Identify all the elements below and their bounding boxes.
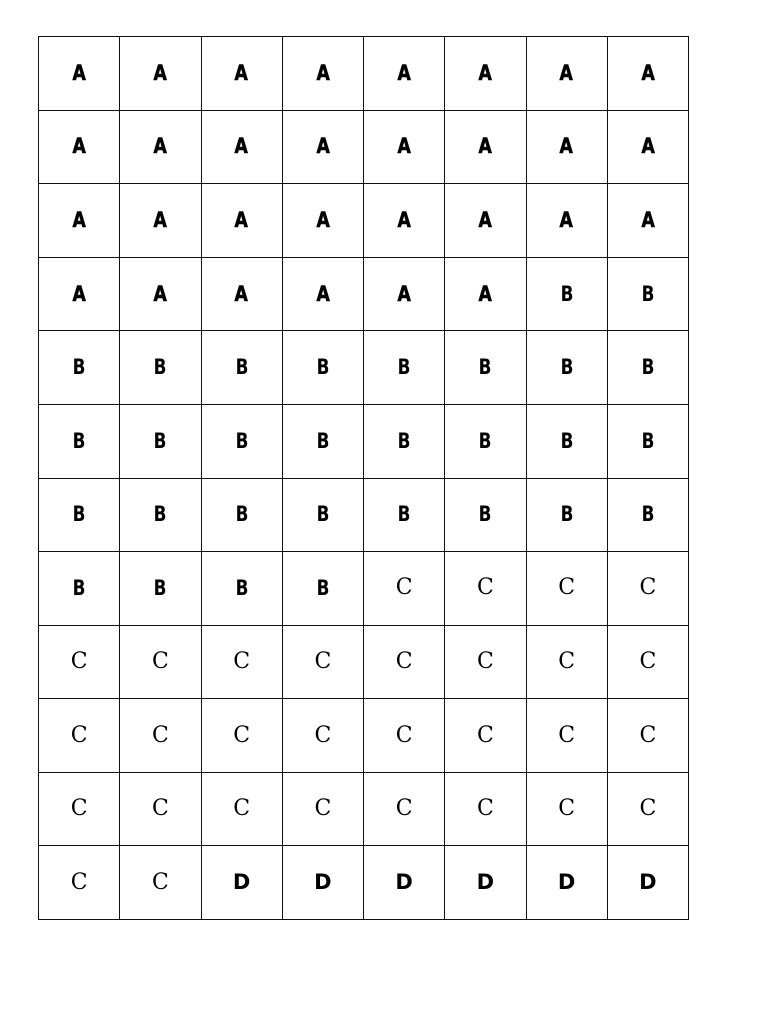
letter-cell [39, 626, 120, 700]
letter-text: B [560, 281, 574, 306]
letter-text: A [478, 134, 493, 159]
letter-text: A [316, 207, 330, 232]
letter-cell [445, 846, 526, 920]
letter-text: D [557, 870, 576, 895]
letter-cell [527, 699, 608, 773]
letter-cell [283, 699, 364, 773]
letter-text: B [235, 428, 249, 453]
letter-text: A [153, 281, 168, 306]
letter-text: B [72, 502, 86, 527]
letter-cell [527, 184, 608, 258]
letter-cell [202, 111, 283, 185]
letter-text: C [70, 869, 88, 895]
letter-cell [364, 773, 445, 847]
letter-cell [608, 699, 689, 773]
letter-cell [445, 552, 526, 626]
letter-cell [364, 552, 445, 626]
letter-cell [608, 111, 689, 185]
letter-cell [283, 37, 364, 111]
letter-text: C [395, 648, 413, 674]
letter-text: C [476, 648, 494, 674]
letter-text: A [72, 60, 86, 85]
letter-cell [364, 37, 445, 111]
letter-cell [527, 846, 608, 920]
letter-text: B [397, 428, 411, 453]
letter-cell [283, 405, 364, 479]
letter-text: B [560, 502, 574, 527]
letter-text: A [397, 281, 411, 306]
letter-text: B [153, 428, 167, 453]
letter-text: C [314, 796, 332, 822]
letter-cell [608, 552, 689, 626]
letter-cell [39, 111, 120, 185]
letter-cell [445, 258, 526, 332]
letter-cell [445, 37, 526, 111]
letter-text: A [234, 281, 249, 306]
letter-cell [39, 479, 120, 553]
letter-cell [202, 184, 283, 258]
letter-cell [202, 37, 283, 111]
letter-text: C [233, 796, 251, 822]
letter-cell [608, 405, 689, 479]
letter-text: A [234, 60, 249, 85]
letter-text: C [395, 796, 413, 822]
letter-cell [202, 552, 283, 626]
letter-cell [364, 626, 445, 700]
letter-text: A [153, 60, 168, 85]
letter-text: A [316, 281, 330, 306]
letter-text: B [235, 502, 249, 527]
letter-cell [202, 699, 283, 773]
letter-text: A [478, 60, 493, 85]
letter-text: C [70, 648, 88, 674]
letter-text: A [72, 134, 86, 159]
letter-cell [120, 331, 201, 405]
letter-text: C [639, 796, 657, 822]
letter-text: A [641, 207, 655, 232]
letter-text: C [151, 796, 169, 822]
letter-cell [445, 479, 526, 553]
letter-cell [445, 699, 526, 773]
letter-text: A [559, 60, 574, 85]
letter-text: A [641, 60, 655, 85]
letter-text: B [316, 502, 330, 527]
letter-cell [608, 479, 689, 553]
letter-cell [120, 699, 201, 773]
letter-cell [608, 846, 689, 920]
letter-cell [120, 552, 201, 626]
letter-text: A [397, 134, 411, 159]
letter-text: A [478, 281, 493, 306]
letter-text: B [316, 355, 330, 380]
letter-cell [283, 626, 364, 700]
letter-text: A [234, 207, 249, 232]
letter-cell [527, 37, 608, 111]
letter-cell [527, 405, 608, 479]
letter-text: C [558, 796, 576, 822]
letter-text: B [316, 428, 330, 453]
letter-text: B [153, 502, 167, 527]
letter-text: D [395, 870, 413, 895]
letter-cell [364, 184, 445, 258]
letter-cell [39, 773, 120, 847]
letter-cell [445, 184, 526, 258]
letter-text: B [72, 428, 86, 453]
letter-text: A [72, 281, 86, 306]
letter-cell [39, 184, 120, 258]
letter-cell [283, 258, 364, 332]
letter-cell [39, 405, 120, 479]
letter-cell [608, 184, 689, 258]
letter-cell [283, 552, 364, 626]
letter-text: A [559, 207, 574, 232]
letter-cell [283, 846, 364, 920]
letter-cell [202, 773, 283, 847]
letter-text: C [314, 648, 332, 674]
letter-cell [202, 479, 283, 553]
letter-cell [283, 184, 364, 258]
letter-cell [527, 626, 608, 700]
letter-text: C [151, 722, 169, 748]
letter-text: D [639, 870, 657, 895]
letter-text: C [233, 722, 251, 748]
letter-cell [120, 479, 201, 553]
letter-cell [202, 258, 283, 332]
letter-text: A [153, 134, 168, 159]
letter-cell [364, 846, 445, 920]
letter-text: B [397, 355, 411, 380]
letter-cell [608, 773, 689, 847]
letter-cell [608, 626, 689, 700]
letter-text: B [478, 502, 492, 527]
letter-text: B [316, 575, 330, 600]
letter-cell [202, 626, 283, 700]
letter-cell [39, 846, 120, 920]
letter-cell [364, 479, 445, 553]
letter-text: C [558, 722, 576, 748]
letter-text: C [558, 648, 576, 674]
letter-cell [202, 405, 283, 479]
letter-text: C [314, 722, 332, 748]
letter-cell [283, 331, 364, 405]
letter-cell [202, 331, 283, 405]
letter-cell [445, 405, 526, 479]
letter-cell [527, 258, 608, 332]
letter-cell [39, 37, 120, 111]
letter-text: B [153, 355, 167, 380]
letter-text: C [70, 796, 88, 822]
letter-text: C [639, 722, 657, 748]
letter-text: C [476, 796, 494, 822]
letter-text: B [478, 355, 492, 380]
letter-text: A [316, 60, 330, 85]
letter-text: A [316, 134, 330, 159]
letter-text: B [72, 575, 86, 600]
letter-text: B [641, 281, 655, 306]
letter-text: A [559, 134, 574, 159]
letter-text: C [70, 722, 88, 748]
letter-text: B [560, 355, 574, 380]
letter-cell [527, 773, 608, 847]
letter-text: C [639, 575, 657, 601]
letter-cell [527, 111, 608, 185]
letter-cell [39, 699, 120, 773]
letter-cell [364, 699, 445, 773]
letter-text: C [476, 722, 494, 748]
letter-cell [202, 846, 283, 920]
letter-cell [39, 258, 120, 332]
letter-text: D [476, 870, 495, 895]
letter-card-sheet [38, 36, 689, 920]
letter-cell [445, 331, 526, 405]
letter-cell [608, 258, 689, 332]
letter-cell [445, 773, 526, 847]
letter-cell [39, 552, 120, 626]
letter-text: B [235, 575, 249, 600]
letter-text: B [641, 502, 655, 527]
letter-text: A [641, 134, 655, 159]
letter-cell [120, 846, 201, 920]
letter-cell [527, 552, 608, 626]
letter-cell [283, 111, 364, 185]
letter-text: B [641, 355, 655, 380]
letter-text: C [395, 575, 413, 601]
letter-text: A [72, 207, 86, 232]
letter-text: C [233, 648, 251, 674]
letter-cell [364, 258, 445, 332]
letter-text: A [397, 60, 411, 85]
letter-text: C [639, 648, 657, 674]
letter-text: B [153, 575, 167, 600]
letter-cell [608, 37, 689, 111]
letter-text: A [234, 134, 249, 159]
letter-text: C [395, 722, 413, 748]
letter-text: A [478, 207, 493, 232]
letter-cell [527, 331, 608, 405]
letter-cell [120, 184, 201, 258]
letter-cell [120, 258, 201, 332]
letter-text: A [153, 207, 168, 232]
letter-cell [120, 626, 201, 700]
letter-text: D [314, 870, 332, 895]
letter-text: B [641, 428, 655, 453]
letter-text: C [151, 869, 169, 895]
letter-text: C [558, 575, 576, 601]
letter-cell [364, 405, 445, 479]
letter-cell [445, 111, 526, 185]
letter-cell [608, 331, 689, 405]
letter-cell [39, 331, 120, 405]
letter-cell [364, 331, 445, 405]
letter-cell [283, 773, 364, 847]
letter-text: D [232, 870, 251, 895]
letter-text: A [397, 207, 411, 232]
letter-cell [120, 37, 201, 111]
letter-cell [527, 479, 608, 553]
letter-cell [120, 111, 201, 185]
letter-cell [364, 111, 445, 185]
letter-text: C [151, 648, 169, 674]
letter-text: B [235, 355, 249, 380]
letter-text: B [478, 428, 492, 453]
letter-text: B [397, 502, 411, 527]
letter-text: B [72, 355, 86, 380]
letter-cell [283, 479, 364, 553]
letter-text: C [476, 575, 494, 601]
letter-text: B [560, 428, 574, 453]
letter-cell [445, 626, 526, 700]
letter-cell [120, 773, 201, 847]
letter-cell [120, 405, 201, 479]
